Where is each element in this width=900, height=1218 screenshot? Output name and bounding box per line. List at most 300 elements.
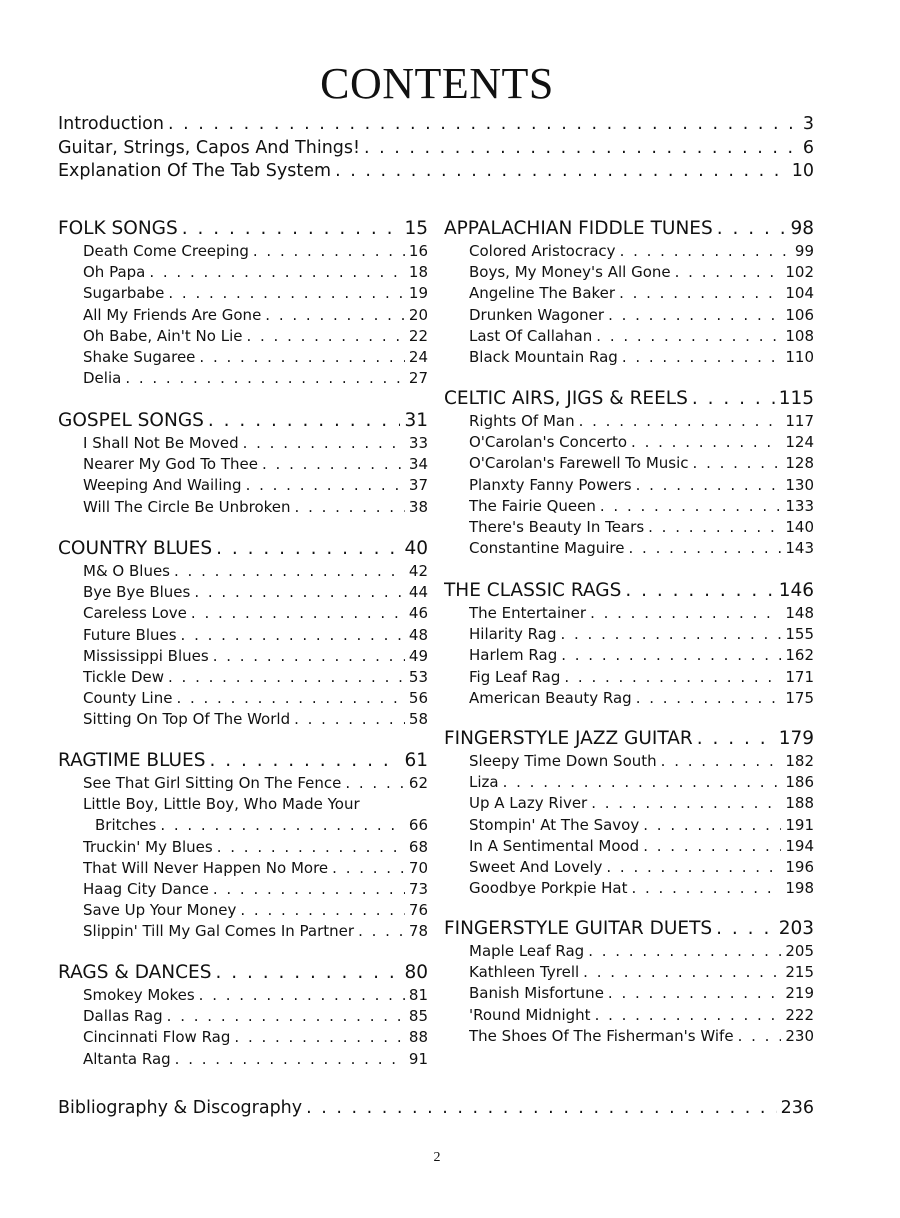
dot-leader <box>600 497 781 515</box>
entry-page: 44 <box>408 583 428 602</box>
entry-page: 188 <box>785 794 814 813</box>
section-heading-jazz[interactable] <box>444 728 814 752</box>
dot-leader <box>636 476 782 494</box>
entry-title: Banish Misfortune <box>469 984 604 1003</box>
dot-leader <box>295 498 405 516</box>
toc-item[interactable] <box>83 922 428 944</box>
dot-leader <box>692 388 775 409</box>
entry-page: 215 <box>785 963 814 982</box>
dot-leader <box>717 218 787 239</box>
dot-leader <box>199 986 405 1004</box>
entry-page: 33 <box>408 434 428 452</box>
entry-title: Hilarity Rag <box>469 625 557 644</box>
entry-title: Cincinnati Flow Rag <box>83 1028 231 1047</box>
entry-title: Black Mountain Rag <box>469 348 618 366</box>
entry-page: 146 <box>778 580 814 601</box>
front-entry[interactable] <box>58 114 814 138</box>
dot-leader <box>246 476 405 494</box>
entry-page: 171 <box>785 667 814 686</box>
dot-leader <box>648 518 781 536</box>
entry-page: 222 <box>785 1005 814 1024</box>
section-heading-country[interactable] <box>58 538 428 562</box>
entry-page: 37 <box>408 476 428 495</box>
entry-page: 31 <box>404 410 428 431</box>
entry-title: Sugarbabe <box>83 284 165 303</box>
entry-page: 99 <box>794 242 814 260</box>
dot-leader <box>564 668 781 686</box>
dot-leader <box>643 816 781 834</box>
toc-item[interactable] <box>83 689 428 711</box>
entry-page: 117 <box>785 412 814 430</box>
toc-item[interactable] <box>83 242 428 264</box>
toc-item[interactable] <box>83 476 428 498</box>
entry-page: 186 <box>785 773 814 792</box>
toc-item[interactable] <box>83 327 428 349</box>
page-number: 2 <box>433 1150 441 1165</box>
toc-item[interactable] <box>83 455 428 477</box>
toc-item[interactable] <box>469 263 814 285</box>
toc-item[interactable] <box>83 306 428 328</box>
entry-page: 106 <box>785 305 814 324</box>
dot-leader <box>168 114 799 134</box>
dot-leader <box>208 410 401 431</box>
entry-title: Slippin' Till My Gal Comes In Partner <box>83 922 355 941</box>
front-entry[interactable] <box>58 161 814 185</box>
dot-leader <box>217 838 405 856</box>
entry-title: Kathleen Tyrell <box>469 963 580 982</box>
dot-leader <box>168 668 405 686</box>
dot-leader <box>246 327 404 345</box>
entry-page: 10 <box>791 161 814 181</box>
toc-item[interactable] <box>83 626 428 648</box>
toc-item[interactable] <box>83 901 428 923</box>
entry-page: 155 <box>785 625 814 644</box>
entry-page: 34 <box>408 455 428 474</box>
entry-page: 27 <box>408 369 428 388</box>
entry-page: 198 <box>785 879 814 898</box>
toc-item[interactable] <box>95 816 428 838</box>
entry-page: 108 <box>785 326 814 345</box>
entry-page: 91 <box>408 1049 428 1068</box>
dot-leader <box>160 816 405 834</box>
toc-item[interactable] <box>83 647 428 669</box>
toc-item[interactable] <box>469 773 814 795</box>
front-entry[interactable] <box>58 138 814 162</box>
toc-item[interactable] <box>83 1050 428 1072</box>
entry-title: M& O Blues <box>83 562 170 580</box>
toc-item[interactable] <box>469 412 814 434</box>
entry-title: Haag City Dance <box>83 880 209 898</box>
entry-page: 19 <box>408 284 428 303</box>
toc-item[interactable] <box>83 774 428 796</box>
entry-page: 148 <box>785 604 814 622</box>
entry-page: 143 <box>785 539 814 558</box>
entry-title: Liza <box>469 773 499 792</box>
entry-page: 3 <box>802 114 814 134</box>
toc-item[interactable] <box>469 752 814 774</box>
toc-item[interactable] <box>469 604 814 626</box>
dot-leader <box>181 626 405 644</box>
entry-title: Planxty Fanny Powers <box>469 475 632 494</box>
entry-page: 40 <box>404 538 428 559</box>
entry-page: 42 <box>408 562 428 580</box>
entry-title: FINGERSTYLE GUITAR DUETS <box>444 918 713 939</box>
dot-leader <box>168 284 405 302</box>
entry-title: The Fairie Queen <box>469 496 596 515</box>
toc-item[interactable] <box>469 518 814 540</box>
dot-leader <box>182 218 401 239</box>
entry-title: GOSPEL SONGS <box>58 410 204 431</box>
entry-page: 128 <box>785 454 814 473</box>
dot-leader <box>149 263 405 281</box>
entry-title: Harlem Rag <box>469 646 558 665</box>
toc-item[interactable] <box>469 242 814 264</box>
toc-item[interactable] <box>469 879 814 901</box>
entry-page: 115 <box>778 388 814 409</box>
toc-item[interactable] <box>469 963 814 985</box>
dot-leader <box>265 306 405 324</box>
entry-page: 76 <box>408 901 428 920</box>
entry-page: 46 <box>408 604 428 623</box>
toc-item[interactable] <box>83 986 428 1008</box>
toc-item[interactable] <box>469 306 814 328</box>
entry-title: Explanation Of The Tab System <box>58 161 332 181</box>
entry-title: Rights Of Man <box>469 412 575 430</box>
dot-leader <box>199 348 405 366</box>
dot-leader <box>167 1007 405 1025</box>
dot-leader <box>262 455 405 473</box>
entry-title: Sweet And Lovely <box>469 858 603 876</box>
entry-title: RAGS & DANCES <box>58 962 212 983</box>
entry-page: 68 <box>408 837 428 856</box>
dot-leader <box>675 263 782 281</box>
entry-title: Britches <box>95 816 157 835</box>
toc-item[interactable] <box>469 689 814 711</box>
toc-item[interactable] <box>83 263 428 285</box>
entry-title: I Shall Not Be Moved <box>83 434 239 452</box>
dot-leader <box>215 962 400 983</box>
entry-page: 110 <box>785 348 814 366</box>
entry-title: Drunken Wagoner <box>469 305 605 324</box>
entry-title: In A Sentimental Mood <box>469 836 640 855</box>
entry-page: 56 <box>408 689 428 708</box>
toc-item[interactable] <box>83 1007 428 1029</box>
dot-leader <box>335 161 788 181</box>
dot-leader <box>716 918 775 939</box>
entry-title: Oh Babe, Ain't No Lie <box>83 326 243 345</box>
entry-page: 53 <box>408 668 428 686</box>
entry-title: COUNTRY BLUES <box>58 538 213 559</box>
entry-title: CELTIC AIRS, JIGS & REELS <box>444 388 688 409</box>
dot-leader <box>661 752 782 770</box>
entry-title: Goodbye Porkpie Hat <box>469 879 628 898</box>
entry-page: 85 <box>408 1007 428 1026</box>
entry-page: 230 <box>785 1026 814 1045</box>
back-entry[interactable] <box>58 1098 814 1122</box>
dot-leader <box>697 728 775 749</box>
entry-title: County Line <box>83 689 173 708</box>
entry-title: The Entertainer <box>469 604 587 622</box>
entry-page: 73 <box>408 880 428 898</box>
entry-page: 102 <box>785 263 814 282</box>
section-heading-gospel[interactable] <box>58 410 428 434</box>
entry-title: Boys, My Money's All Gone <box>469 263 671 282</box>
entry-title: Mississippi Blues <box>83 646 209 665</box>
dot-leader <box>503 773 782 791</box>
toc-item[interactable] <box>83 880 428 902</box>
toc-item[interactable] <box>469 476 814 498</box>
entry-title: All My Friends Are Gone <box>83 305 262 324</box>
toc-item[interactable] <box>469 942 814 964</box>
entry-page: 6 <box>802 138 814 158</box>
entry-page: 162 <box>785 646 814 665</box>
dot-leader <box>213 647 405 665</box>
entry-page: 191 <box>785 815 814 834</box>
dot-leader <box>622 348 782 366</box>
entry-title: Introduction <box>58 114 164 134</box>
toc-item[interactable] <box>83 859 428 881</box>
entry-title: Careless Love <box>83 604 187 623</box>
toc-item[interactable] <box>469 327 814 349</box>
entry-page: 22 <box>408 326 428 345</box>
entry-page: 80 <box>404 962 428 983</box>
section-heading-classic[interactable] <box>444 580 814 604</box>
dot-leader <box>625 580 774 601</box>
entry-page: 179 <box>778 728 814 749</box>
entry-title: O'Carolan's Concerto <box>469 433 628 452</box>
entry-page: 24 <box>408 348 428 366</box>
dot-leader <box>332 859 405 877</box>
dot-leader <box>364 138 799 158</box>
entry-title: Oh Papa <box>83 263 146 282</box>
entry-page: 48 <box>408 625 428 644</box>
toc-item[interactable] <box>469 1027 814 1049</box>
dot-leader <box>174 562 405 580</box>
toc-item[interactable] <box>83 348 428 370</box>
entry-page: 15 <box>404 218 428 239</box>
dot-leader <box>738 1027 782 1045</box>
dot-leader <box>590 604 781 622</box>
toc-item[interactable] <box>469 794 814 816</box>
entry-page: 49 <box>408 646 428 665</box>
entry-title: There's Beauty In Tears <box>469 518 645 536</box>
dot-leader <box>608 984 781 1002</box>
dot-leader <box>176 689 404 707</box>
toc-item[interactable] <box>469 668 814 690</box>
entry-page: 61 <box>404 750 428 771</box>
entry-title: Save Up Your Money <box>83 901 237 920</box>
entry-title: Bibliography & Discography <box>58 1098 303 1118</box>
entry-title: Delia <box>83 369 122 388</box>
dot-leader <box>175 1050 405 1068</box>
entry-title: Sleepy Time Down South <box>469 752 657 770</box>
toc-item[interactable] <box>83 583 428 605</box>
toc-item[interactable] <box>469 433 814 455</box>
dot-leader <box>631 879 781 897</box>
toc-item[interactable] <box>83 434 428 456</box>
toc-item[interactable] <box>469 539 814 561</box>
entry-page: 16 <box>408 242 428 260</box>
dot-leader <box>619 284 781 302</box>
entry-title: Bye Bye Blues <box>83 583 191 602</box>
toc-item[interactable] <box>83 668 428 690</box>
dot-leader <box>606 858 781 876</box>
entry-title: Sitting On Top Of The World <box>83 710 291 729</box>
dot-leader <box>583 963 781 981</box>
entry-page: 196 <box>785 858 814 876</box>
dot-leader <box>191 604 405 622</box>
toc-item[interactable] <box>83 838 428 860</box>
entry-title: Weeping And Wailing <box>83 476 242 495</box>
dot-leader <box>358 922 405 940</box>
entry-title: Maple Leaf Rag <box>469 942 585 960</box>
entry-title: RAGTIME BLUES <box>58 750 206 771</box>
dot-leader <box>595 1006 782 1024</box>
toc-item[interactable] <box>469 625 814 647</box>
toc-item[interactable] <box>469 497 814 519</box>
entry-page: 58 <box>408 710 428 729</box>
entry-title: The Shoes Of The Fisherman's Wife <box>469 1026 734 1045</box>
toc-item[interactable] <box>83 369 428 391</box>
toc-item[interactable] <box>83 284 428 306</box>
toc-item[interactable] <box>83 795 428 817</box>
dot-leader <box>253 242 405 260</box>
entry-title: Tickle Dew <box>83 668 165 686</box>
toc-item[interactable] <box>83 1028 428 1050</box>
entry-title: Will The Circle Be Unbroken <box>83 497 291 516</box>
dot-leader <box>560 625 781 643</box>
entry-title: Up A Lazy River <box>469 794 588 813</box>
toc-item[interactable] <box>469 454 814 476</box>
dot-leader <box>294 710 405 728</box>
entry-page: 124 <box>785 433 814 452</box>
dot-leader <box>579 412 782 430</box>
toc-item[interactable] <box>469 1006 814 1028</box>
page-title: CONTENTS <box>320 59 554 108</box>
entry-title: 'Round Midnight <box>469 1005 591 1024</box>
dot-leader <box>194 583 405 601</box>
entry-page: 88 <box>408 1028 428 1047</box>
entry-title: That Will Never Happen No More <box>83 858 329 877</box>
entry-title: Colored Aristocracy <box>469 242 616 260</box>
entry-page: 133 <box>785 496 814 515</box>
dot-leader <box>643 837 781 855</box>
dot-leader <box>306 1098 776 1118</box>
dot-leader <box>693 454 782 472</box>
entry-page: 78 <box>408 922 428 941</box>
entry-title: See That Girl Sitting On The Fence <box>83 774 342 792</box>
section-heading-duets[interactable] <box>444 918 814 942</box>
toc-item[interactable] <box>83 710 428 732</box>
entry-title: Guitar, Strings, Capos And Things! <box>58 138 361 158</box>
dot-leader <box>213 880 405 898</box>
dot-leader <box>596 327 781 345</box>
dot-leader <box>125 369 405 387</box>
entry-title: Shake Sugaree <box>83 348 196 366</box>
entry-title: Future Blues <box>83 625 177 644</box>
toc-item[interactable] <box>469 816 814 838</box>
entry-title: THE CLASSIC RAGS <box>444 580 622 601</box>
toc-item[interactable] <box>83 562 428 584</box>
entry-title: American Beauty Rag <box>469 688 632 707</box>
entry-page: 175 <box>785 688 814 707</box>
toc-item[interactable] <box>83 604 428 626</box>
entry-title: FINGERSTYLE JAZZ GUITAR <box>444 728 693 749</box>
entry-title: Stompin' At The Savoy <box>469 815 640 834</box>
dot-leader <box>629 539 782 557</box>
dot-leader <box>345 774 405 792</box>
toc-item[interactable] <box>83 498 428 520</box>
entry-page: 140 <box>785 518 814 536</box>
entry-title: FOLK SONGS <box>58 218 178 239</box>
entry-page: 104 <box>785 284 814 303</box>
dot-leader <box>240 901 405 919</box>
dot-leader <box>561 646 781 664</box>
entry-page: 70 <box>408 858 428 877</box>
entry-title: Altanta Rag <box>83 1049 171 1068</box>
entry-title: Truckin' My Blues <box>83 837 213 856</box>
dot-leader <box>234 1028 405 1046</box>
entry-title: Death Come Creeping <box>83 242 249 260</box>
entry-page: 203 <box>778 918 814 939</box>
entry-title: Angeline The Baker <box>469 284 616 303</box>
entry-page: 205 <box>785 942 814 960</box>
entry-page: 130 <box>785 475 814 494</box>
toc-item[interactable] <box>469 858 814 880</box>
dot-leader <box>243 434 405 452</box>
section-heading-folk[interactable] <box>58 218 428 242</box>
dot-leader <box>620 242 791 260</box>
entry-title: Fig Leaf Rag <box>469 667 561 686</box>
entry-title: Little Boy, Little Boy, Who Made Your <box>83 795 360 814</box>
section-heading-ragtime[interactable] <box>58 750 428 774</box>
entry-page: 38 <box>408 497 428 516</box>
entry-page: 98 <box>790 218 814 239</box>
entry-page: 20 <box>408 305 428 324</box>
toc-item[interactable] <box>469 284 814 306</box>
dot-leader <box>216 538 400 559</box>
toc-item[interactable] <box>469 837 814 859</box>
entry-page: 236 <box>780 1098 814 1118</box>
entry-page: 18 <box>408 263 428 282</box>
entry-title: O'Carolan's Farewell To Music <box>469 454 689 473</box>
entry-page: 62 <box>408 774 428 792</box>
entry-page: 81 <box>408 986 428 1004</box>
entry-title: APPALACHIAN FIDDLE TUNES <box>444 218 713 239</box>
entry-page: 182 <box>785 752 814 770</box>
section-heading-appalachian[interactable] <box>444 218 814 242</box>
entry-title: Smokey Mokes <box>83 986 195 1004</box>
dot-leader <box>608 306 781 324</box>
toc-item[interactable] <box>469 984 814 1006</box>
toc-item[interactable] <box>469 348 814 370</box>
section-heading-celtic[interactable] <box>444 388 814 412</box>
dot-leader <box>588 942 781 960</box>
entry-title: Nearer My God To Thee <box>83 455 259 474</box>
entry-title: Dallas Rag <box>83 1007 163 1026</box>
dot-leader <box>636 689 782 707</box>
entry-title: Last Of Callahan <box>469 326 593 345</box>
dot-leader <box>591 794 781 812</box>
section-heading-rags[interactable] <box>58 962 428 986</box>
dot-leader <box>631 433 781 451</box>
dot-leader <box>209 750 400 771</box>
entry-title: Constantine Maguire <box>469 539 625 558</box>
entry-page: 194 <box>785 836 814 855</box>
toc-item[interactable] <box>469 646 814 668</box>
entry-page: 219 <box>785 984 814 1003</box>
entry-page: 66 <box>408 816 428 835</box>
